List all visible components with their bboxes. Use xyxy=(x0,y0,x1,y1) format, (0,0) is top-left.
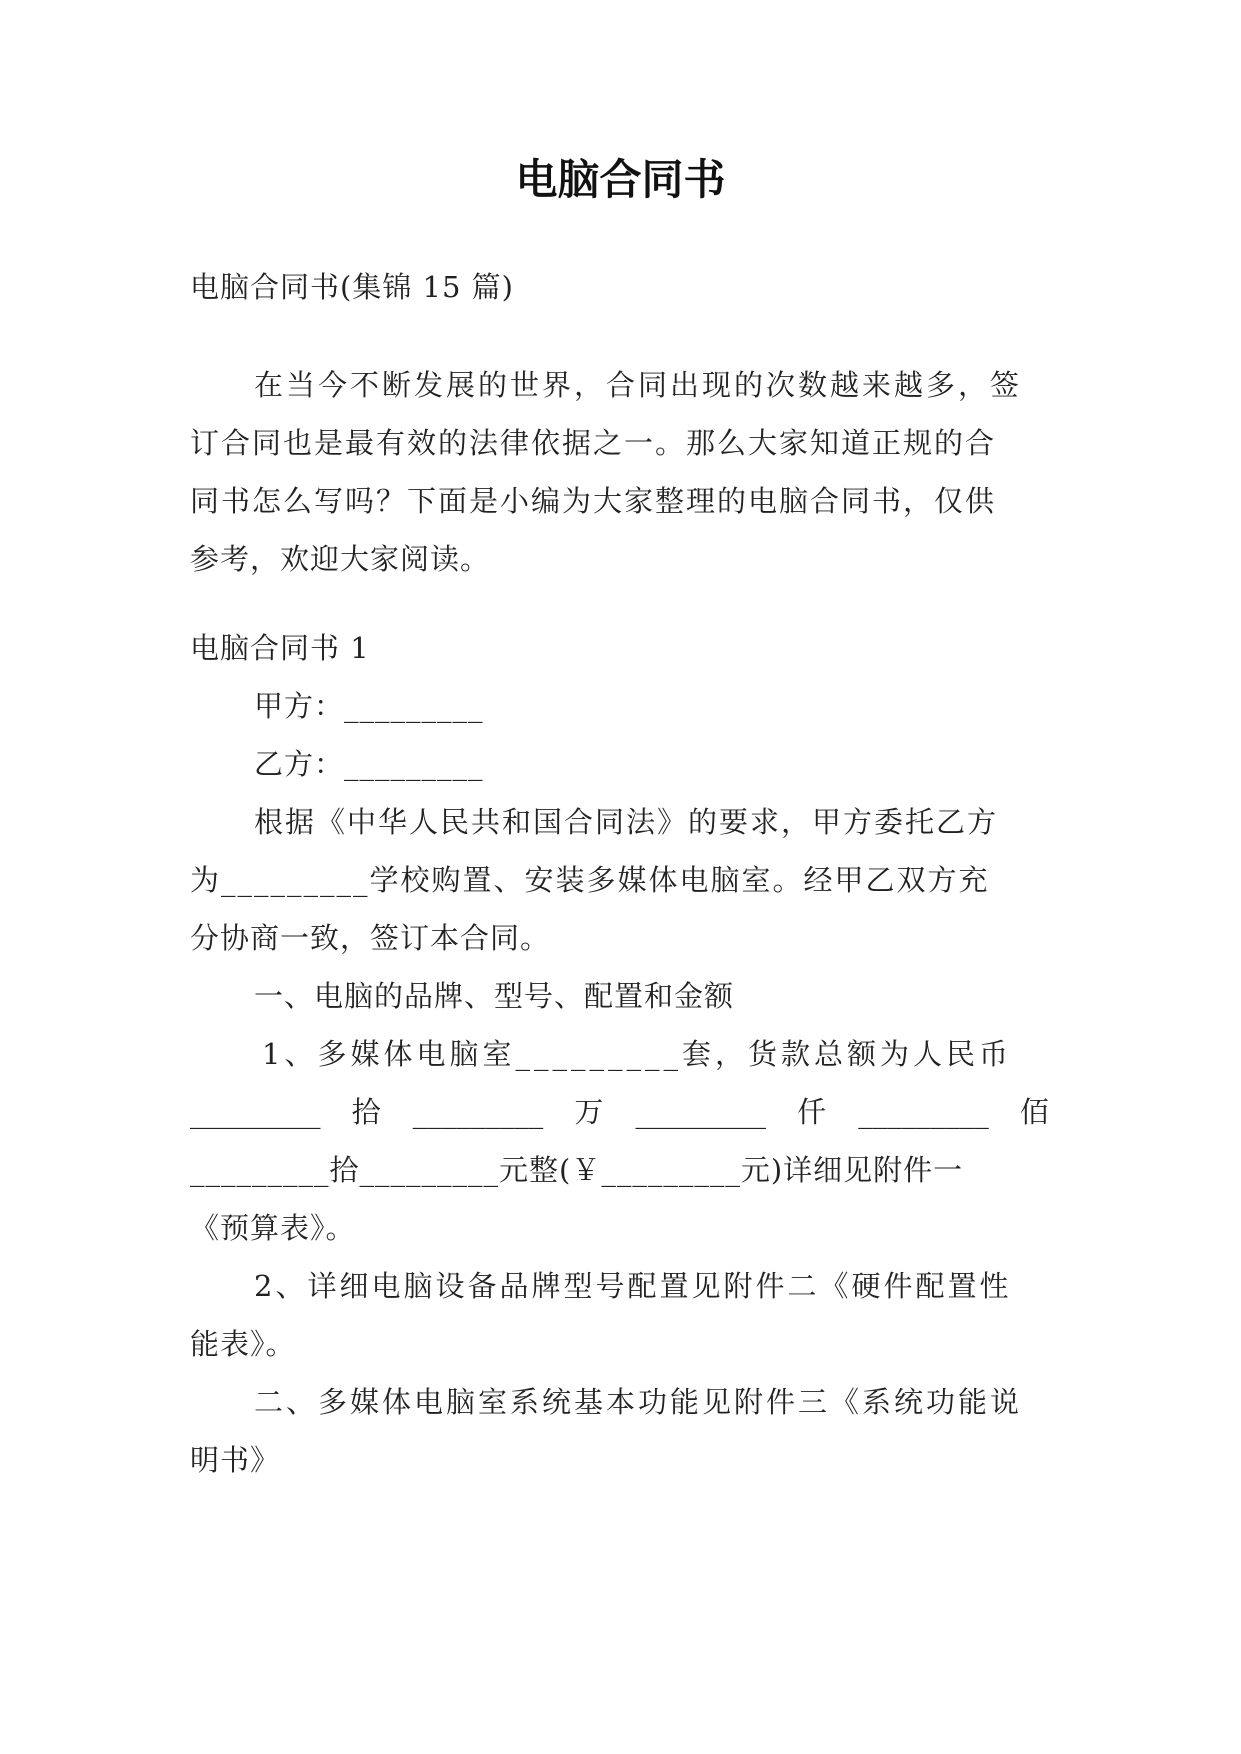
amount-unit: 万 xyxy=(574,1095,605,1129)
subtitle-text: 电脑合同书(集锦 15 篇) xyxy=(190,270,514,304)
amount-blank: _________ xyxy=(412,1095,544,1129)
clause-1-heading: 一、电脑的品牌、型号、配置和金额 xyxy=(254,979,735,1013)
amount-unit: 佰 xyxy=(1019,1095,1050,1129)
clause-1-item-1-line: 《预算表》。 xyxy=(190,1211,356,1245)
clause-2-line: 二、多媒体电脑室系统基本功能见附件三《系统功能说 xyxy=(254,1385,1023,1419)
amount-unit: 仟 xyxy=(797,1095,828,1129)
amount-unit: 拾 xyxy=(351,1095,382,1129)
clause-1-item-2-line: 2、详细电脑设备品牌型号配置见附件二《硬件配置性 xyxy=(254,1269,1012,1303)
intro-line: 同书怎么写吗？下面是小编为大家整理的电脑合同书，仅供 xyxy=(190,484,997,518)
amount-blank: _________ xyxy=(858,1095,989,1129)
clause-1-item-1-amount-line xyxy=(190,1083,1050,1141)
intro-line: 在当今不断发展的世界，合同出现的次数越来越多，签 xyxy=(254,368,1023,402)
basis-line: 根据《中华人民共和国合同法》的要求，甲方委托乙方 xyxy=(254,805,999,839)
section-1 xyxy=(190,619,1050,1489)
section-heading: 电脑合同书 1 xyxy=(190,631,370,665)
basis-line: 分协商一致，签订本合同。 xyxy=(190,921,551,955)
document-subtitle xyxy=(190,258,1050,316)
document-title: 电脑合同书 xyxy=(515,155,726,204)
clause-1-item-2-line: 能表》。 xyxy=(190,1327,296,1361)
intro-paragraph xyxy=(190,356,1050,588)
intro-line: 订合同也是最有效的法律依据之一。那么大家知道正规的合 xyxy=(190,426,997,460)
party-b-line: 乙方：_________ xyxy=(254,747,484,781)
basis-line: 为_________学校购置、安装多媒体电脑室。经甲乙双方充 xyxy=(190,863,990,897)
amount-blank: _________ xyxy=(635,1095,767,1129)
clause-1-item-1-line: _________拾_________元整(￥_________元)详细见附件一 xyxy=(190,1153,964,1187)
party-a-line: 甲方：_________ xyxy=(254,689,484,723)
intro-line: 参考，欢迎大家阅读。 xyxy=(190,542,491,576)
amount-blank: _________ xyxy=(190,1095,321,1129)
clause-2-line: 明书》 xyxy=(190,1443,281,1477)
clause-1-item-1-line: 1、多媒体电脑室_________套，货款总额为人民币 xyxy=(262,1037,1012,1071)
